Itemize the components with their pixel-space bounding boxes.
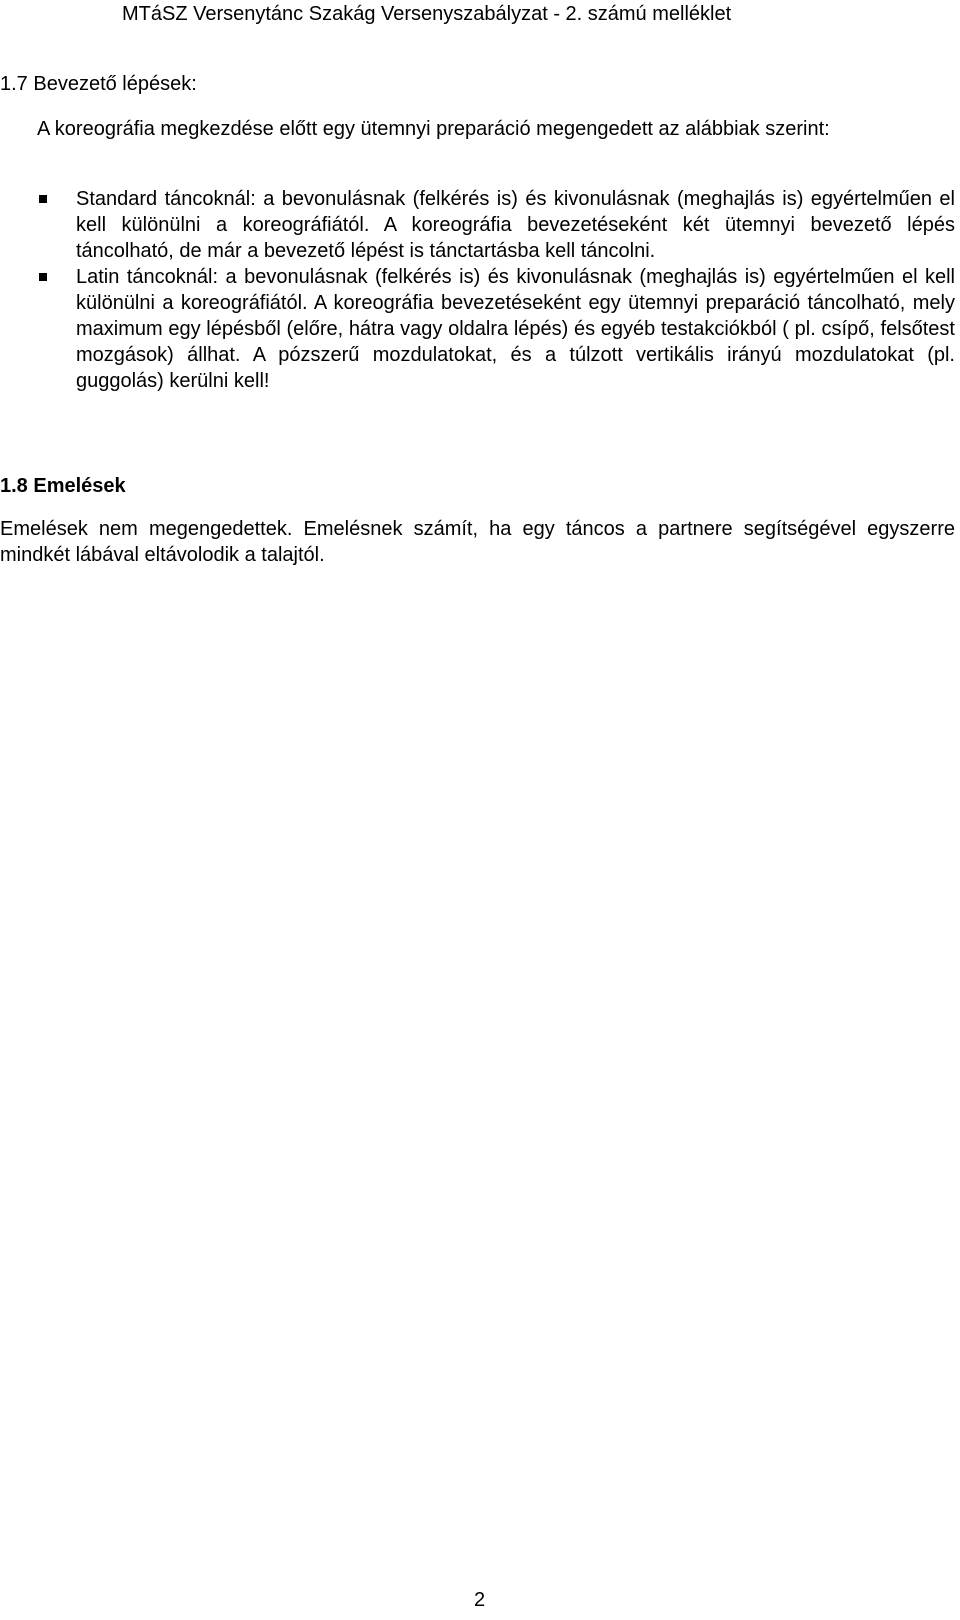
- square-bullet-icon: [39, 273, 47, 281]
- bullet-item-latin: [37, 264, 955, 394]
- rules-bullet-list: [37, 186, 955, 394]
- section-heading-bevezeto-lepesek: 1.7 Bevezető lépések:: [0, 73, 197, 95]
- bullet-item-standard: [37, 186, 955, 264]
- intro-paragraph: A koreográfia megkezdése előtt egy ütemnyi preparáció megengedett az alábbiak szerint:: [37, 118, 830, 140]
- page-number-text: 2: [473, 1589, 486, 1611]
- bullet-text-latin: Latin táncoknál: a bevonulásnak (felkérés is) és kivonulásnak (meghajlás is) egyértelműen el kell különülni a koreográfiától. A koreográfia bevezetéseként egy ütemnyi preparáció táncolható, mely maximum egy lépésből (előre, hátra vagy oldalra lépés) és egyéb testakciókból ( pl. csípő, felsőtest mozgások) állhat. A pózszerű mozdulatokat, és a túlzott vertikális irányú mozdulatokat (pl. guggolás) kerülni kell!: [76, 266, 955, 392]
- page-number: [0, 1588, 955, 1612]
- bullet-text-standard: Standard táncoknál: a bevonulásnak (felkérés is) és kivonulásnak (meghajlás is) egyértelműen el kell különülni a koreográfiától. A koreográfia bevezetéseként két ütemnyi bevezető lépés táncolható, de már a bevezető lépést is tánctartásba kell táncolni.: [76, 188, 955, 262]
- square-bullet-icon: [39, 195, 47, 203]
- lifts-paragraph: Emelések nem megengedettek. Emelésnek számít, ha egy táncos a partnere segítségével egyszerre mindkét lábával eltávolodik a talajtól.: [0, 518, 955, 566]
- section-heading-emelesek: 1.8 Emelések: [0, 475, 126, 497]
- running-header: MTáSZ Versenytánc Szakág Versenyszabályzat - 2. számú melléklet: [122, 3, 732, 25]
